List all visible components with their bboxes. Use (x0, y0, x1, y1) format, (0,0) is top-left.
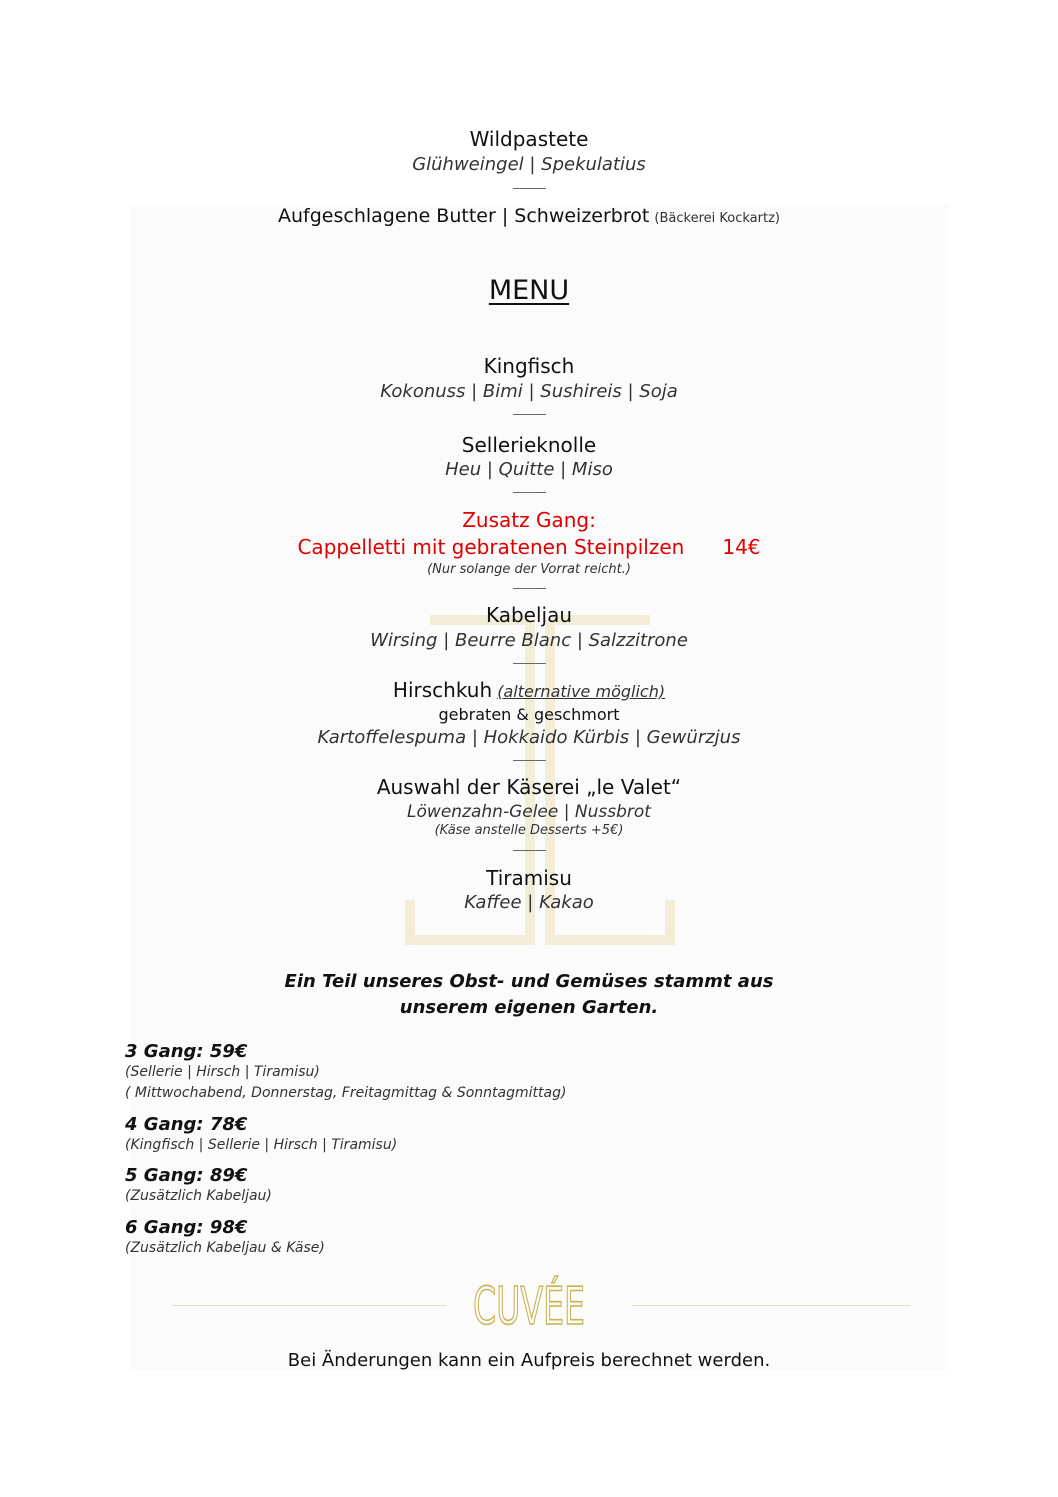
separator: ——— (512, 181, 546, 195)
starter-name: Wildpastete (469, 127, 589, 151)
tagline-line1: Ein Teil unseres Obst- und Gemüses stammt aus (284, 971, 774, 992)
price-title: 5 Gang: 89€ (125, 1165, 248, 1186)
bread-note: (Bäckerei Kockartz) (654, 211, 780, 226)
course-kingfisch-desc: Kokonuss | Bimi | Sushireis | Soja (380, 381, 678, 402)
course-hirsch-line (0, 678, 1058, 702)
price-title: 6 Gang: 98€ (125, 1217, 248, 1238)
separator: ——— (512, 843, 546, 857)
extra-course-name: Cappelletti mit gebratenen Steinpilzen (297, 535, 685, 559)
price-sub: (Sellerie | Hirsch | Tiramisu) (125, 1064, 320, 1080)
price-sub: (Kingfisch | Sellerie | Hirsch | Tiramisu) (125, 1137, 398, 1153)
extra-course-line (0, 535, 1058, 559)
separator: ——— (512, 656, 546, 670)
extra-course-price: 14€ (722, 535, 761, 559)
separator: ——— (512, 753, 546, 767)
price-sub: (Zusätzlich Kabeljau) (125, 1188, 272, 1204)
course-tiramisu-desc: Kaffee | Kakao (464, 892, 594, 913)
footer-note: Bei Änderungen kann ein Aufpreis berechnet werden. (287, 1350, 771, 1371)
course-sellerie-desc: Heu | Quitte | Miso (445, 459, 613, 480)
price-sub: ( Mittwochabend, Donnerstag, Freitagmittag & Sonntagmittag) (125, 1085, 567, 1101)
bread-main: Aufgeschlagene Butter | Schweizerbrot (278, 205, 650, 227)
tagline-line2: unserem eigenen Garten. (399, 997, 659, 1018)
course-kaese-desc: Löwenzahn-Gelee | Nussbrot (407, 802, 651, 822)
course-kaese-name: Auswahl der Käserei „le Valet“ (376, 775, 682, 799)
logo-rule-left (172, 1305, 446, 1306)
price-4-gang (125, 1114, 397, 1156)
separator: ——— (512, 485, 546, 499)
course-kaese-note: (Käse anstelle Desserts +5€) (434, 823, 624, 838)
price-5-gang (125, 1165, 272, 1207)
price-title: 4 Gang: 78€ (125, 1114, 248, 1135)
course-sellerie-name: Sellerieknolle (461, 433, 597, 457)
course-hirsch-prep: gebraten & geschmort (438, 705, 620, 724)
separator: ——— (512, 407, 546, 421)
price-6-gang (125, 1217, 325, 1259)
course-hirsch-alt: (alternative möglich) (497, 682, 666, 701)
price-sub: (Zusätzlich Kabeljau & Käse) (125, 1240, 325, 1256)
logo-text: CUVÉE (473, 1277, 649, 1337)
course-tiramisu-name: Tiramisu (486, 866, 572, 890)
course-kabeljau-name: Kabeljau (485, 603, 573, 627)
starter-desc: Glühweingel | Spekulatius (412, 154, 646, 175)
course-kingfisch-name: Kingfisch (483, 354, 575, 378)
menu-title: MENU (488, 275, 570, 306)
extra-course-title: Zusatz Gang: (462, 508, 596, 532)
course-kabeljau-desc: Wirsing | Beurre Blanc | Salzzitrone (370, 630, 688, 651)
logo-rule-right (632, 1305, 910, 1306)
separator: ——— (512, 581, 546, 595)
extra-course-note: (Nur solange der Vorrat reicht.) (427, 562, 631, 577)
course-hirsch-desc: Kartoffelespuma | Hokkaido Kürbis | Gewürzjus (317, 727, 741, 748)
price-3-gang (125, 1041, 566, 1104)
cuvee-logo (438, 1276, 649, 1337)
price-title: 3 Gang: 59€ (125, 1041, 248, 1062)
bread-line (0, 205, 1058, 227)
course-hirsch-name: Hirschkuh (392, 678, 493, 702)
